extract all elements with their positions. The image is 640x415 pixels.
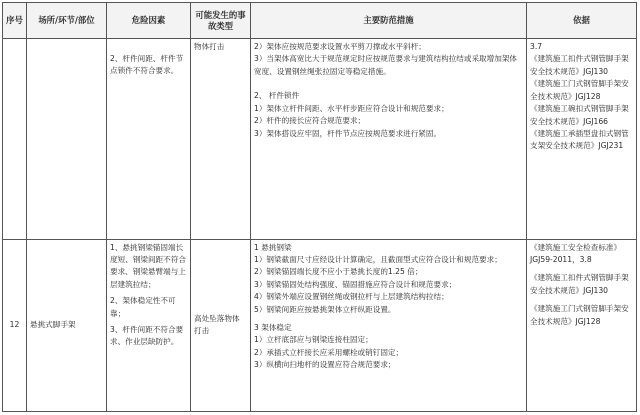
basis-line: 3.7 (530, 42, 543, 52)
hazard-line: 3、杆件间距不符合要求、作业层缺防护。 (110, 325, 184, 347)
basis-line: 《建筑施工扣件式钢管脚手架安全技术规范》JGJ130 (530, 273, 629, 295)
measure-line: 1）架体立杆件间距、水平杆步距应符合设计和规范要求； (254, 103, 449, 113)
row-no: 12 (3, 239, 27, 411)
hazard-line: 2、架体稳定性不可靠； (110, 296, 176, 318)
measure-line: 3 架体稳定 (254, 323, 292, 332)
measure-line: 3）钢梁锚固处结构强度、锚固措施应符合设计和规范要求； (254, 279, 457, 289)
row-accident-type: 物体打击 (191, 39, 251, 239)
measure-line: 2）承插式立杆接长应采用螺栓或销钉固定； (254, 347, 404, 357)
row-measures (251, 39, 527, 239)
measure-line: 3）纵横向扫地杆的设置应符合规范要求； (254, 360, 396, 370)
measure-line: 1）立杆底部应与钢梁连接柱固定； (254, 335, 373, 345)
header-place: 场所/环节/部位 (27, 3, 107, 39)
measure-line: 4）钢梁外端应设置钢丝绳或钢拉杆与上层建筑结构拉结； (254, 292, 449, 302)
table-row (3, 39, 637, 239)
header-basis: 依据 (527, 3, 637, 39)
measure-line: 2）钢梁锚固端长度不应小于悬挑长度的1.25 倍； (254, 267, 423, 277)
measure-line: 2）杆件的接长应符合规范要求； (254, 116, 366, 126)
header-accident-type: 可能发生的事故类型 (191, 3, 251, 39)
row-hazard (107, 39, 191, 239)
table-row (3, 239, 637, 411)
basis-line: 《建筑施工碗扣式钢管脚手架安全技术规范》JGJ166 (530, 104, 629, 126)
hazard-table (2, 2, 637, 412)
measure-line: 2）架体应按规范要求设置水平剪刀撑或水平斜杆； (254, 42, 426, 52)
row-measures (251, 239, 527, 411)
measure-line: 1 悬挑钢梁 (254, 242, 292, 252)
basis-line: 《建筑施工门式钢管脚手架安全技术规范》JGJ128 (530, 79, 629, 101)
row-accident-type: 高处坠落物体打击 (191, 239, 251, 411)
header-no: 序号 (3, 3, 27, 39)
header-hazard: 危险因素 (107, 3, 191, 39)
row-place: 悬挑式脚手架 (27, 239, 107, 411)
row-place (27, 39, 107, 239)
row-hazard (107, 239, 191, 411)
measure-line: 1）钢梁截面尺寸应经设计计算确定，且截面型式应符合设计和规范要求； (254, 254, 502, 264)
basis-line: 《建筑施工承插型盘扣式钢管支架安全技术规范》JGJ231 (530, 128, 629, 151)
hazard-line: 1、悬挑钢梁锚固端长度短、钢梁间距不符合要求、钢梁悬臂端与上层建筑拉结； (110, 242, 186, 289)
measure-line: 5）钢梁间距应按悬挑架体立杆纵距设置。 (254, 304, 396, 314)
header-row (3, 3, 637, 39)
measure-line: 2、 杆件锁件 (254, 91, 300, 101)
measure-line: 3）当架体高宽比大于规范规定时应按规范要求与建筑结构拉结或采取增加架体宽度、设置钢丝绳张拉固定等稳定措施。 (254, 54, 518, 76)
measure-spacer (254, 78, 523, 90)
measure-line: 3）架体搭设应牢固，杆件节点应按规范要求进行紧固。 (254, 128, 442, 138)
row-basis (527, 39, 637, 239)
basis-line: 《建筑施工门式钢管脚手架安全技术规范》JGJ128 (530, 304, 629, 326)
row-no (3, 39, 27, 239)
basis-line: 《建筑施工扣件式钢管脚手架安全技术规范》JGJ130 (530, 54, 629, 76)
basis-line: 《建筑施工安全检查标准》JGJ59-2011，3.8 (530, 242, 622, 264)
row-basis (527, 239, 637, 411)
hazard-text: 2、杆件间距、杆件节点锁件不符合要求。 (110, 54, 184, 76)
header-measures: 主要防范措施 (251, 3, 527, 39)
